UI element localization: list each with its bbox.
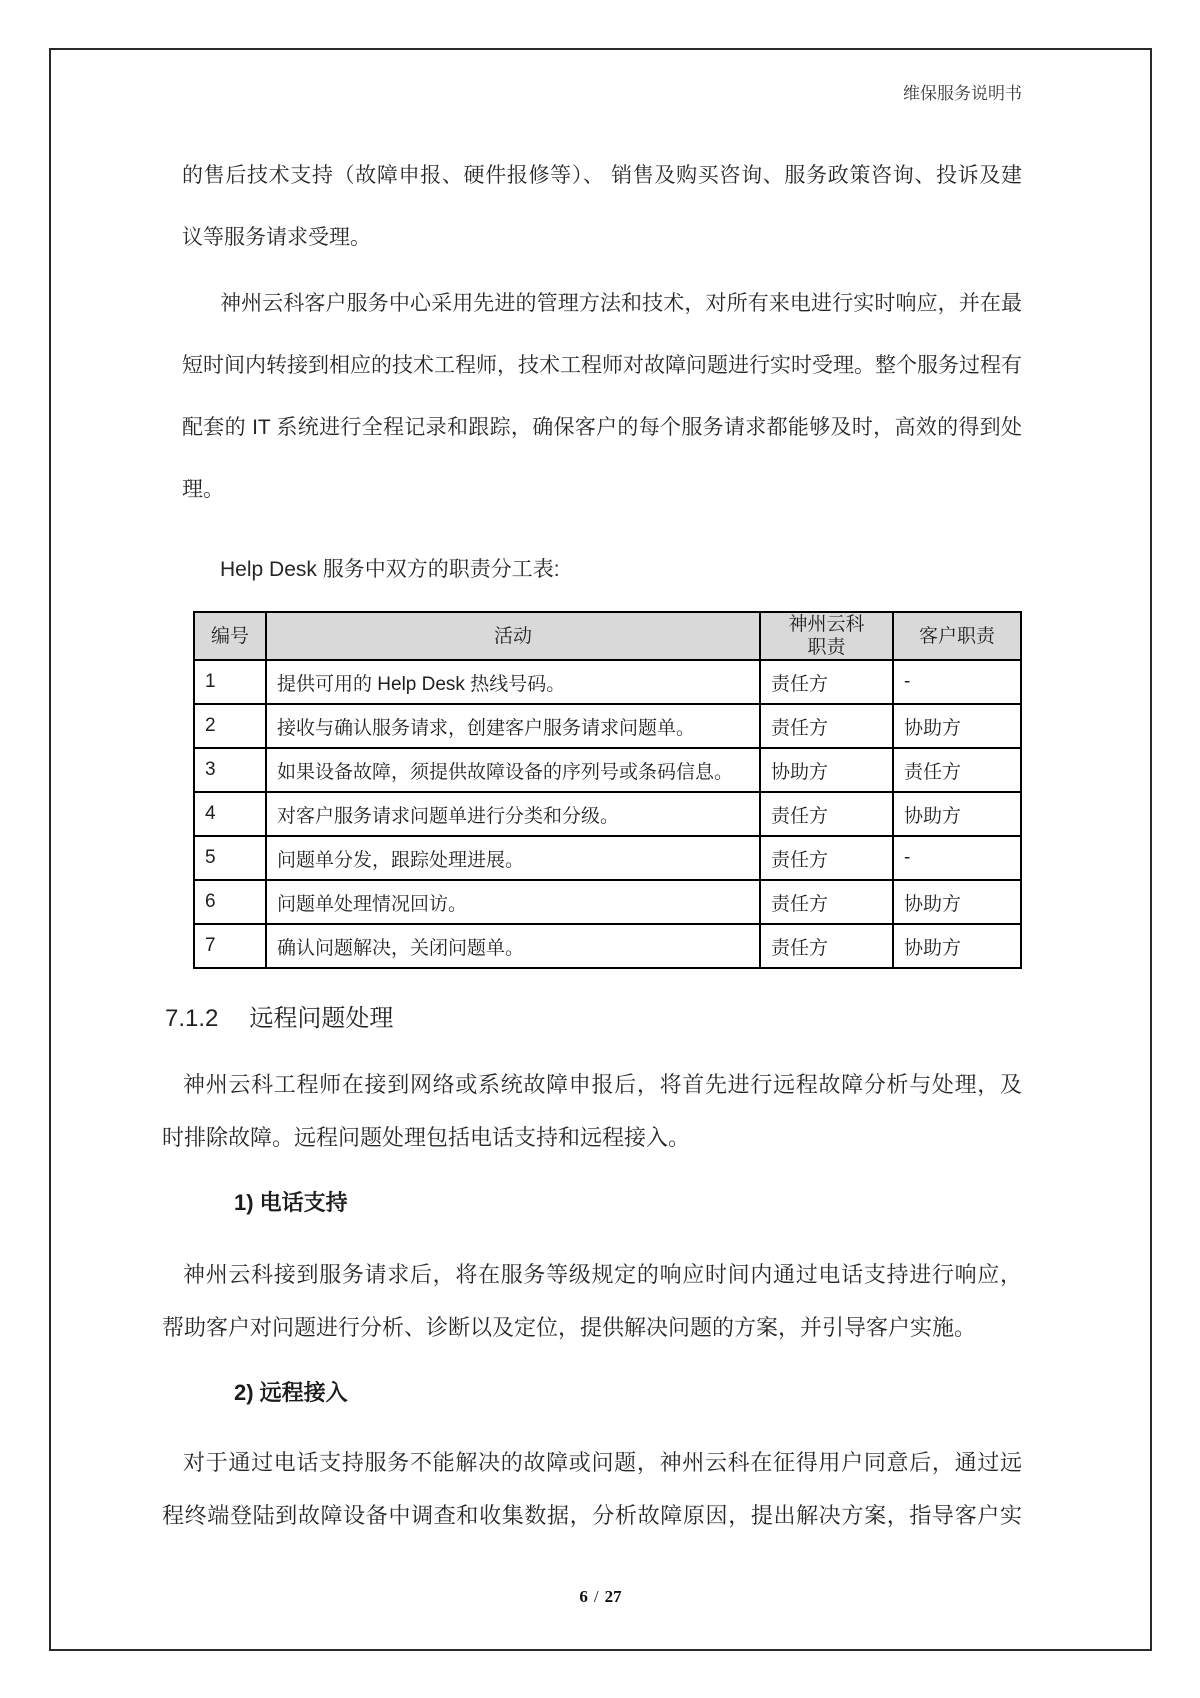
cell-customer: 责任方 xyxy=(893,748,1021,792)
col-header-vendor-line2: 职责 xyxy=(807,637,846,658)
col-header-customer: 客户职责 xyxy=(893,612,1021,660)
cell-activity: 对客户服务请求问题单进行分类和分级。 xyxy=(266,792,760,836)
subheading-phone-support: 1) 电话支持 xyxy=(234,1190,348,1215)
cell-no: 1 xyxy=(194,660,266,704)
col-header-activity: 活动 xyxy=(266,612,760,660)
cell-vendor: 责任方 xyxy=(760,704,893,748)
table-header-row xyxy=(194,612,1021,660)
page-number: 6 xyxy=(579,1587,588,1606)
col-header-no: 编号 xyxy=(194,612,266,660)
col-header-vendor xyxy=(760,612,893,660)
table-row xyxy=(194,792,1021,836)
paragraph-line: 神州云科接到服务请求后，将在服务等级规定的响应时间内通过电话支持进行响应， xyxy=(183,1262,1022,1287)
cell-vendor: 协助方 xyxy=(760,748,893,792)
paragraph-after-sales xyxy=(182,145,1022,269)
cell-activity: 如果设备故障，须提供故障设备的序列号或条码信息。 xyxy=(266,748,760,792)
cell-customer: 协助方 xyxy=(893,880,1021,924)
running-header: 维保服务说明书 xyxy=(903,84,1022,103)
paragraph-remote-handling xyxy=(162,1058,1022,1164)
paragraph-line: 议等服务请求受理。 xyxy=(182,226,371,249)
section-heading xyxy=(165,999,393,1039)
table-row xyxy=(194,748,1021,792)
section-number: 7.1.2 xyxy=(165,1005,219,1032)
cell-vendor: 责任方 xyxy=(760,792,893,836)
paragraph-remote-access xyxy=(162,1436,1022,1542)
cell-no: 3 xyxy=(194,748,266,792)
paragraph-line: 的售后技术支持（故障申报、硬件报修等）、 销售及购买咨询、服务政策咨询、投诉及建 xyxy=(182,164,1022,187)
section-title: 远程问题处理 xyxy=(249,1005,394,1032)
paragraph-line: 配套的 IT 系统进行全程记录和跟踪，确保客户的每个服务请求都能够及时，高效的得到处 xyxy=(182,416,1022,439)
paragraph-line: 神州云科工程师在接到网络或系统故障申报后，将首先进行远程故障分析与处理，及 xyxy=(183,1072,1022,1097)
cell-vendor: 责任方 xyxy=(760,880,893,924)
paragraph-line: 时排除故障。远程问题处理包括电话支持和远程接入。 xyxy=(162,1125,691,1150)
cell-no: 6 xyxy=(194,880,266,924)
cell-activity: 确认问题解决，关闭问题单。 xyxy=(266,924,760,968)
cell-vendor: 责任方 xyxy=(760,660,893,704)
cell-no: 5 xyxy=(194,836,266,880)
page-total: 27 xyxy=(604,1587,622,1606)
table-row xyxy=(194,836,1021,880)
cell-customer: - xyxy=(893,660,1021,704)
paragraph-service-center xyxy=(182,273,1022,521)
paragraph-line: 对于通过电话支持服务不能解决的故障或问题，神州云科在征得用户同意后，通过远 xyxy=(183,1450,1022,1475)
cell-vendor: 责任方 xyxy=(760,924,893,968)
cell-customer: 协助方 xyxy=(893,704,1021,748)
table-intro-line xyxy=(182,539,1022,601)
paragraph-line: 理。 xyxy=(182,478,224,501)
cell-no: 2 xyxy=(194,704,266,748)
col-header-vendor-line1: 神州云科 xyxy=(788,614,865,635)
paragraph-line: 程终端登陆到故障设备中调查和收集数据，分析故障原因，提出解决方案，指导客户实 xyxy=(162,1503,1022,1528)
page-footer xyxy=(49,1586,1152,1608)
cell-activity: 问题单分发，跟踪处理进展。 xyxy=(266,836,760,880)
paragraph-line: Help Desk 服务中双方的职责分工表: xyxy=(220,558,560,581)
page-number-separator: / xyxy=(593,1587,599,1606)
cell-vendor: 责任方 xyxy=(760,836,893,880)
cell-no: 7 xyxy=(194,924,266,968)
paragraph-line: 神州云科客户服务中心采用先进的管理方法和技术，对所有来电进行实时响应，并在最 xyxy=(220,292,1022,315)
responsibility-table xyxy=(193,611,1022,969)
cell-no: 4 xyxy=(194,792,266,836)
subheading-remote-access: 2) 远程接入 xyxy=(234,1380,348,1405)
cell-activity: 接收与确认服务请求，创建客户服务请求问题单。 xyxy=(266,704,760,748)
paragraph-phone-support xyxy=(162,1248,1022,1354)
paragraph-line: 帮助客户对问题进行分析、诊断以及定位，提供解决问题的方案，并引导客户实施。 xyxy=(162,1315,977,1340)
cell-customer: 协助方 xyxy=(893,792,1021,836)
table-row xyxy=(194,880,1021,924)
cell-activity: 问题单处理情况回访。 xyxy=(266,880,760,924)
table-row xyxy=(194,660,1021,704)
cell-activity: 提供可用的 Help Desk 热线号码。 xyxy=(266,660,760,704)
paragraph-line: 短时间内转接到相应的技术工程师，技术工程师对故障问题进行实时受理。整个服务过程有 xyxy=(182,354,1022,377)
cell-customer: - xyxy=(893,836,1021,880)
cell-customer: 协助方 xyxy=(893,924,1021,968)
table-row xyxy=(194,704,1021,748)
table-row xyxy=(194,924,1021,968)
